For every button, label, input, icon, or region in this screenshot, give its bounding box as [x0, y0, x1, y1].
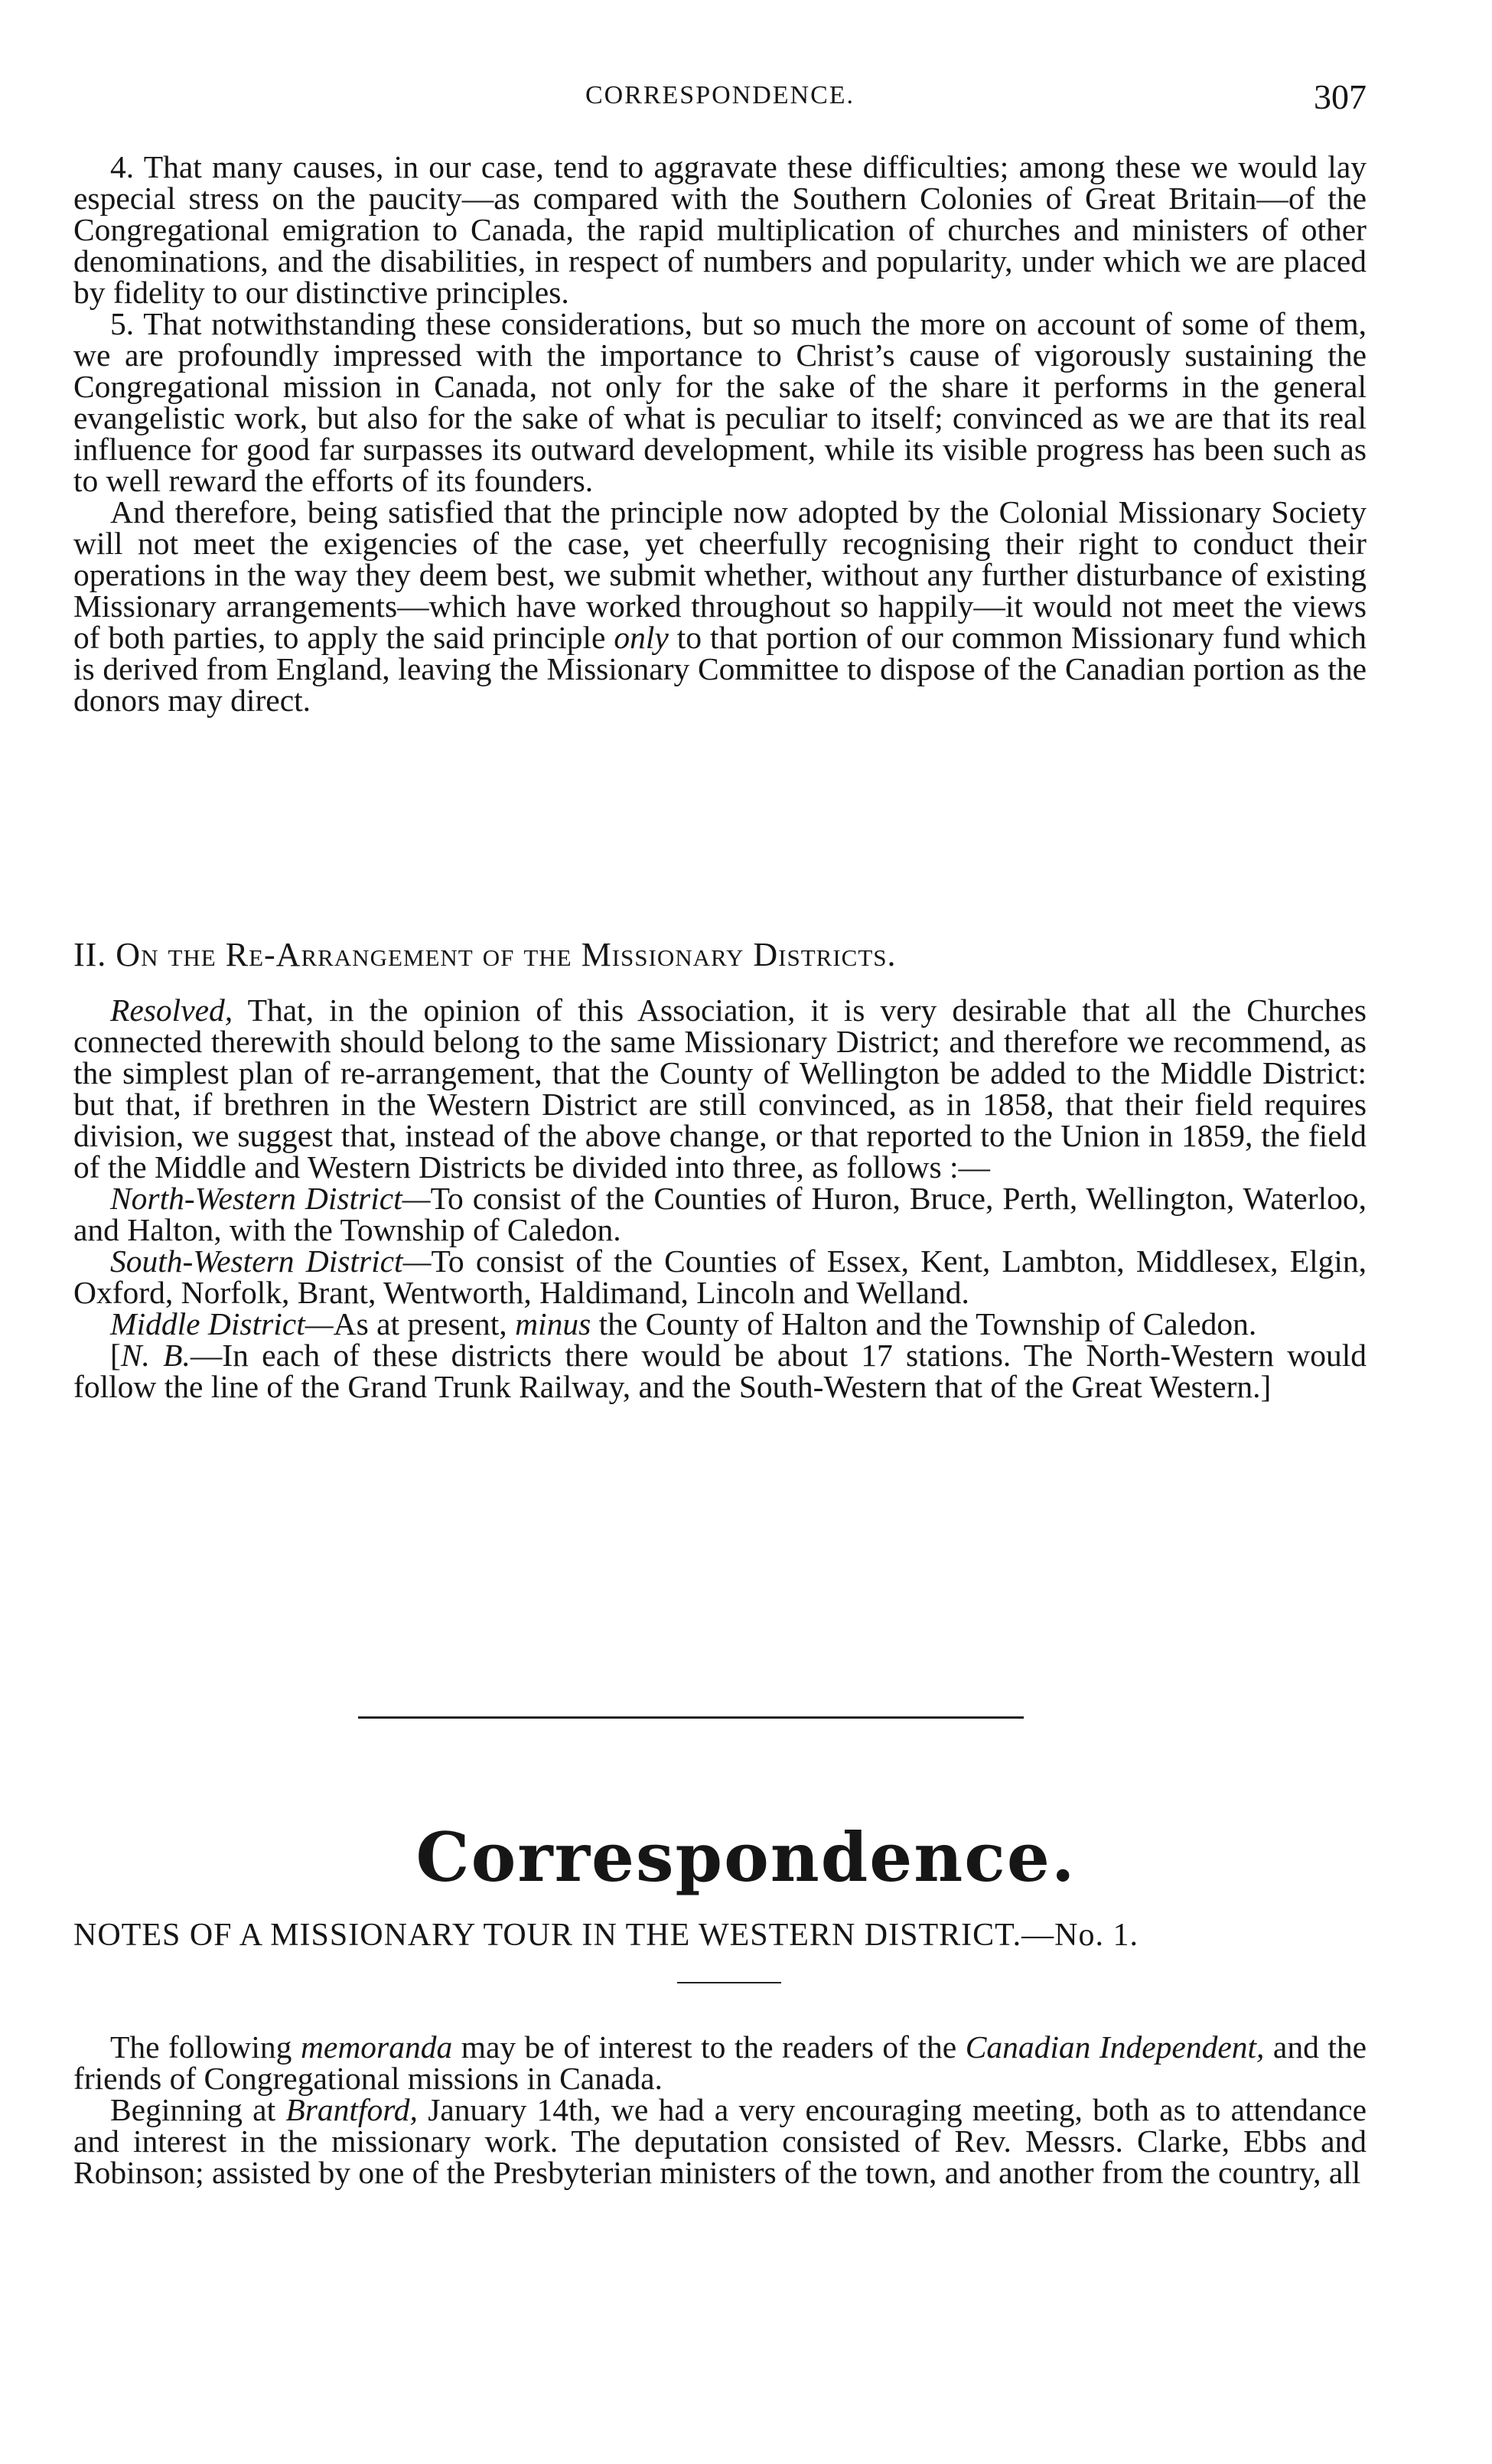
middle-district: [73, 1306, 1367, 1341]
north-western-district: [73, 1183, 1367, 1246]
intro-memoranda: memoranda: [300, 2029, 453, 2065]
intro-text-a: The following: [110, 2029, 292, 2065]
middle-label: Middle District—: [110, 1306, 334, 1341]
middle-text-b: the County of Halton and the Township of Caledon.: [598, 1306, 1257, 1341]
therefore-text-a: And therefore, being satisfied that the principle now adopted by the Colonial Missionary Society will not meet the exigencies of the case, yet cheerfully recognising their right to conduct their operations in the way they deem best, we submit whether, without any further disturbance of existing Missionary arrangements—which have worked throughout so happily—it would not meet the views of both parties, to apply the said principle: [73, 494, 1367, 655]
section-2-heading: II. On the Re-Arrangement of the Missionary Districts.: [73, 936, 897, 973]
resolved-paragraph: [73, 992, 1367, 1185]
running-head: [73, 77, 1367, 122]
title-short-rule: [677, 1982, 781, 1983]
nb-label: N. B.: [120, 1338, 191, 1373]
south-western-district: [73, 1243, 1367, 1310]
south-western-text: To consist of the Counties of Essex, Kent, Lambton, Middlesex, Elgin, Oxford, Norfolk, Brant, Wentworth, Haldimand, Lincoln and Welland.: [73, 1243, 1367, 1310]
middle-text-a: As at present,: [333, 1306, 507, 1341]
resolved-text: That, in the opinion of this Association, it is very desirable that all the Churches connected therewith should belong to the same Missionary District; and therefore we recommend, as the simplest plan of re-arrangement, that the County of Wellington be added to the Middle District: but that, if brethren in the Western District are still convinced, as in 1858, that their field requires division, we suggest that, instead of the above change, or that reported to the Union in 1859, the field of the Middle and Western Districts be divided into three, as follows :—: [73, 992, 1367, 1185]
nb-note: [73, 1340, 1367, 1403]
nb-open: [: [110, 1338, 121, 1373]
correspondence-heading: Correspondence.: [415, 1817, 1077, 1897]
brantford-text-a: Beginning at: [110, 2092, 276, 2127]
nb-text: —In each of these districts there would be about 17 stations. The North-Western would follow the line of the Grand Trunk Railway, and the South-Western that of the Great Western.]: [73, 1338, 1367, 1404]
section-divider-rule: [358, 1716, 1024, 1719]
therefore-text-b: to that portion of our common Missionary fund which is derived from England, leaving the Missionary Committee to dispose of the Canadian portion as the donors may direct.: [73, 620, 1367, 718]
page-number: 307: [1314, 77, 1367, 116]
south-western-label: South-Western District—: [110, 1243, 432, 1279]
middle-minus: minus: [515, 1306, 591, 1341]
brantford-text-b: January 14th, we had a very encouraging meeting, both as to attendance and interest in the missionary work. The deputation consisted of Rev. Messrs. Clarke, Ebbs and Robinson; assisted by one of the Presbyterian ministers of the town, and another from the country, all: [73, 2092, 1367, 2190]
paragraph-4: 4. That many causes, in our case, tend to aggravate these difficulties; among these we would lay especial stress on the paucity—as compared with the Southern Colonies of Great Britain—of the Congregational emigration to Canada, the rapid multiplication of churches and ministers of other denominations, and the disabilities, in respect of numbers and popularity, under which we are placed by fidelity to our distinctive principles.: [73, 149, 1367, 310]
notes-title: NOTES OF A MISSIONARY TOUR IN THE WESTERN DISTRICT.—No. 1.: [73, 1918, 1139, 1953]
section-2: [73, 935, 1367, 974]
brantford-place: Brantford,: [285, 2092, 418, 2127]
north-western-text: To consist of the Counties of Huron, Bruce, Perth, Wellington, Waterloo, and Halton, with the Township of Caledon.: [73, 1181, 1367, 1247]
intro-paragraph: [73, 2029, 1367, 2096]
resolved-label: Resolved,: [110, 992, 233, 1028]
brantford-paragraph: [73, 2094, 1367, 2189]
intro-publication: Canadian Independent,: [965, 2029, 1265, 2065]
north-western-label: North-Western District—: [110, 1181, 431, 1216]
therefore-emphasis: only: [614, 620, 669, 655]
main-text-column: [73, 149, 1367, 718]
intro-text-c: and the friends of Congregational missions in Canada.: [73, 2029, 1367, 2096]
paragraph-therefore: [73, 494, 1367, 718]
paragraph-5: 5. That notwithstanding these considerations, but so much the more on account of some of them, we are profoundly impressed with the importance to Christ’s cause of vigorously sustaining the Congregational mission in Canada, not only for the sake of the share it performs in the general evangelistic work, but also for the sake of what is peculiar to itself; convinced as we are that its real influence for good far surpasses its outward development, while its visible progress has been such as to well reward the efforts of its founders.: [73, 306, 1367, 498]
running-title: CORRESPONDENCE.: [585, 81, 855, 109]
correspondence-body: [73, 2029, 1367, 2190]
intro-text-b: may be of interest to the readers of the: [461, 2029, 957, 2065]
section-2-body: [73, 992, 1367, 1404]
